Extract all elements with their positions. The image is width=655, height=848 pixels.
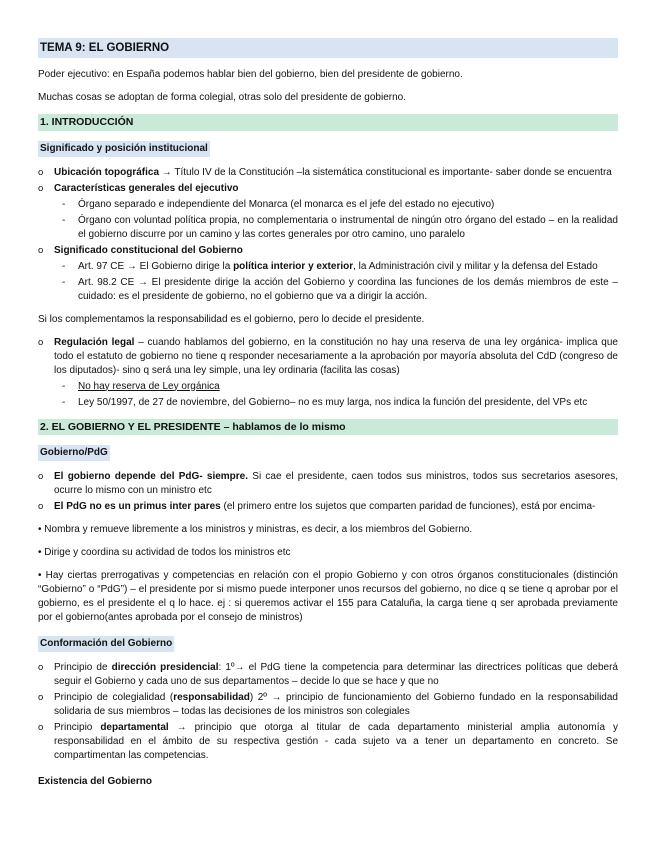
subheading-gobierno-pdg: Gobierno/PdG	[38, 445, 110, 461]
sub-list-item	[38, 276, 618, 304]
item-text: → principio que otorga al titular de cada departamento ministerial amplia autonomía y responsabilidad en el ámbito de su respectiva gestión - cada sujeto va a tener un departamento en concreto. Se compartimentan las competencias.	[54, 722, 618, 762]
list-item	[38, 500, 618, 514]
item-label: Significado constitucional del Gobierno	[54, 244, 243, 256]
list-item	[38, 336, 618, 378]
item-emphasis: política interior y exterior	[233, 260, 354, 272]
dash-bullet-icon: -	[62, 396, 66, 408]
item-text: (el primero entre los sujetos que comparten paridad de funciones), está por encima-	[220, 501, 596, 513]
sub-list-item	[38, 380, 618, 394]
list-item	[38, 244, 618, 258]
circle-bullet-icon: o	[38, 182, 44, 194]
item-text: Ley 50/1997, de 27 de noviembre, del Gobierno– no es muy larga, nos indica la función del presidente, del VPs etc	[78, 396, 588, 408]
section-heading-gobierno-presidente	[38, 419, 618, 436]
subheading-significado: Significado y posición institucional	[38, 141, 210, 157]
item-label: Características generales del ejecutivo	[54, 182, 239, 194]
circle-bullet-icon: o	[38, 722, 44, 734]
item-text: – cuando hablamos del gobierno, en la constitución no hay una reserva de una ley orgánica- implica que todo el estatuto de gobierno no tiene q responder necesariamente a la aprobación por mayoría absoluta del CdD (congreso de los diputados)- sino q será una ley simple, una ley ordinaria (facilita las cosas)	[54, 336, 618, 376]
item-emphasis: dirección presidencial	[111, 662, 219, 674]
section-heading-introduccion: 1. INTRODUCCIÓN	[38, 114, 618, 131]
circle-bullet-icon: o	[38, 166, 44, 178]
item-label: El PdG no es un primus inter pares	[54, 501, 221, 513]
item-text: ) 2º → principio de funcionamiento del Gobierno fundado en la responsabilidad solidaria de sus miembros – todas las decisiones de los ministros son colegiales	[54, 692, 618, 718]
list-item	[38, 721, 618, 763]
bullet-paragraph: • Nombra y remueve libremente a los ministros y ministras, es decir, a los miembros del Gobierno.	[38, 524, 473, 536]
dash-bullet-icon: -	[62, 260, 66, 272]
item-text: Órgano separado e independiente del Monarca (el monarca es el jefe del estado no ejecutivo)	[78, 198, 495, 210]
dash-bullet-icon: -	[62, 380, 66, 392]
dash-bullet-icon: -	[62, 214, 66, 226]
list-item	[38, 166, 618, 180]
item-emphasis: departamental	[100, 722, 169, 734]
heading-rest: – hablamos de lo mismo	[220, 420, 346, 433]
item-text: Principio de	[54, 662, 112, 674]
item-label: El gobierno depende del PdG- siempre.	[54, 471, 249, 483]
document-page	[38, 38, 618, 799]
item-text: Órgano con voluntad política propia, no complementaria o instrumental de ningún otro órgano del estado – en la realidad el gobierno discurre por un camino y las cortes generales por otro camino, uno paralelo	[78, 214, 618, 240]
heading-main: 2. EL GOBIERNO Y EL PRESIDENTE	[40, 420, 221, 433]
list-item	[38, 691, 618, 719]
circle-bullet-icon: o	[38, 471, 44, 483]
item-text: → Título IV de la Constitución –la sistemática constitucional es importante- saber donde se encuentra	[159, 166, 612, 178]
sub-list-item	[38, 214, 618, 242]
intro-paragraph: Poder ejecutivo: en España podemos hablar bien del gobierno, bien del presidente de gobierno.	[38, 69, 463, 81]
sub-list-item	[38, 260, 618, 274]
dash-bullet-icon: -	[62, 276, 66, 288]
item-text: Si cae el presidente, caen todos sus ministros, todos sus secretarios asesores, ocurre lo mismo con un ministro etc	[54, 471, 618, 497]
bullet-paragraph: • Dirige y coordina su actividad de todos los ministros etc	[38, 547, 291, 559]
circle-bullet-icon: o	[38, 501, 44, 513]
paragraph: Si los complementamos la responsabilidad es el gobierno, pero lo decide el presidente.	[38, 313, 425, 325]
circle-bullet-icon: o	[38, 662, 44, 674]
page-title: TEMA 9: EL GOBIERNO	[38, 38, 618, 58]
item-label: Regulación legal	[54, 336, 135, 348]
circle-bullet-icon: o	[38, 692, 44, 704]
sub-list-item	[38, 198, 618, 212]
item-text: , la Administración civil y militar y la defensa del Estado	[353, 260, 598, 272]
intro-paragraph: Muchas cosas se adoptan de forma colegial, otras solo del presidente de gobierno.	[38, 92, 407, 104]
subheading-existencia: Existencia del Gobierno	[38, 776, 152, 788]
item-text: Principio de colegialidad (	[54, 692, 174, 704]
item-emphasis: responsabilidad	[173, 692, 250, 704]
list-item	[38, 470, 618, 498]
list-item	[38, 661, 618, 689]
circle-bullet-icon: o	[38, 336, 44, 348]
item-label: Ubicación topográfica	[54, 166, 160, 178]
list-item	[38, 182, 618, 196]
dash-bullet-icon: -	[62, 198, 66, 210]
item-text: Art. 97 CE → El Gobierno dirige la	[78, 260, 234, 272]
sub-list-item	[38, 396, 618, 410]
item-text: Art. 98.2 CE → El presidente dirige la acción del Gobierno y coordina las funciones de los demás miembros de este – cuidado: es el presidente de gobierno, no el gobierno que va a dirigir la acción.	[78, 276, 618, 302]
item-text: No hay reserva de Ley orgánica	[78, 380, 220, 392]
item-text: Principio	[54, 722, 101, 734]
subheading-conformacion: Conformación del Gobierno	[38, 636, 174, 652]
circle-bullet-icon: o	[38, 244, 44, 256]
bullet-paragraph: • Hay ciertas prerrogativas y competencias en relación con el propio Gobierno y con otros órganos constitucionales (distinción “Gobierno” o “PdG”) – el presidente por si mismo puede interponer unos recursos del gobierno, no dice q se tiene q aprobar por el gobierno, es el presidente el q lo hace. ej : si queremos activar el 155 para Cataluña, la carga tiene q ser aprobada previamente por el gobierno(antes aprobada por el consejo de ministros)	[38, 570, 618, 624]
item-text: : 1º→ el PdG tiene la competencia para determinar las directrices políticas que deberá seguir el Gobierno y cada uno de sus departamentos – decide lo que se hace y que no	[54, 662, 618, 688]
